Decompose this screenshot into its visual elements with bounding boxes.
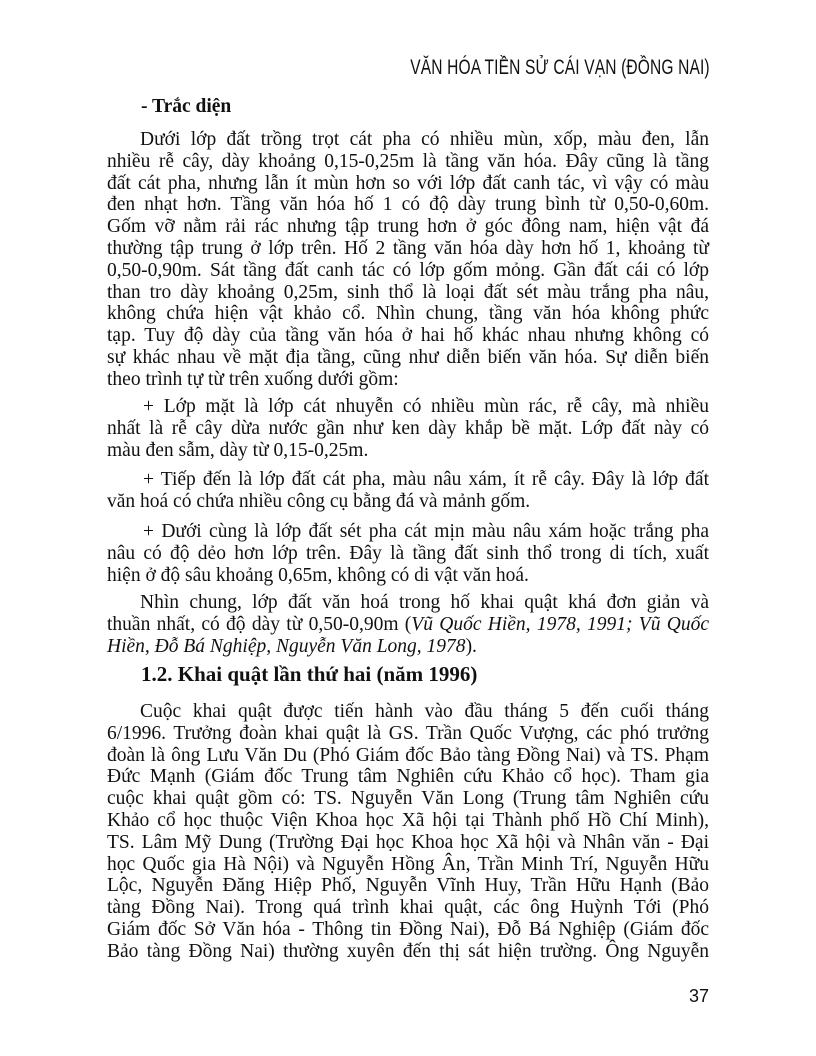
- text-line: [107, 832, 709, 854]
- text-line: [107, 173, 709, 195]
- text-line: [107, 396, 709, 418]
- paragraph: [107, 129, 709, 391]
- paragraph: [107, 701, 709, 963]
- text-line: [107, 897, 709, 919]
- text-segment: tạp. Tuy độ dày của tầng văn hóa ở hai hố khác nhau nhưng không có: [107, 325, 709, 347]
- text-segment: sự khác nhau về mặt địa tầng, cũng như diễn biến văn hóa. Sự diễn biến: [107, 346, 709, 368]
- text-segment: hiện ở độ sâu khoảng 0,65m, không có di vật văn hoá.: [107, 564, 529, 586]
- text-segment: cuộc khai quật gồm có: TS. Nguyễn Văn Long (Trung tâm Nghiên cứu: [107, 788, 709, 810]
- citation-text: Vũ Quốc Hiền, 1978, 1991; Vũ Quốc: [411, 613, 709, 635]
- text-segment: + Tiếp đến là lớp đất cát pha, màu nâu xám, ít rễ cây. Đây là lớp đất: [143, 469, 709, 490]
- text-segment: Giám đốc Sở Văn hóa - Thông tin Đồng Nai), Đỗ Bá Nghiệp (Giám đốc: [107, 918, 709, 940]
- text-line: [107, 216, 709, 238]
- bullet-paragraph: [107, 396, 709, 461]
- text-segment: nâu có độ dẻo hơn lớp trên. Đây là tầng đất sinh thổ trong di tích, xuất: [107, 542, 709, 564]
- text-segment: màu đen sẫm, dày từ 0,15-0,25m.: [107, 439, 369, 461]
- text-line: [107, 151, 709, 173]
- text-line: [107, 369, 709, 391]
- text-line: [107, 303, 709, 325]
- text-segment: Dưới lớp đất trồng trọt cát pha có nhiều mùn, xốp, màu đen, lẫn: [140, 129, 709, 150]
- bullet-paragraph: [107, 469, 709, 513]
- text-segment: đất cát pha, nhưng lẫn ít mùn hơn so với lớp đất canh tác, vì vậy có màu: [107, 172, 709, 194]
- text-segment: Nhìn chung, lớp đất văn hoá trong hố khai quật khá đơn giản và: [140, 592, 709, 613]
- text-line: [107, 810, 709, 832]
- running-header: VĂN HÓA TIỀN SỬ CÁI VẠN (ĐỒNG NAI): [410, 56, 710, 79]
- text-segment: 6/1996. Trưởng đoàn khai quật là GS. Trần Quốc Vượng, các phó trưởng: [107, 722, 709, 744]
- text-segment: nhất là rễ cây dừa nước gần như ken dày khắp bề mặt. Lớp đất này có: [107, 417, 709, 439]
- text-line: [107, 565, 709, 587]
- text-line: [107, 194, 709, 216]
- text-line: [107, 521, 709, 543]
- text-line: [107, 701, 709, 723]
- text-segment: Cuộc khai quật được tiến hành vào đầu tháng 5 đến cuối tháng: [140, 701, 709, 722]
- text-line: [107, 418, 709, 440]
- page-number: 37: [688, 986, 709, 1006]
- text-line: [107, 491, 709, 513]
- text-segment: ).: [465, 635, 477, 657]
- text-line: [107, 745, 709, 767]
- text-line: [107, 543, 709, 565]
- text-segment: Đức Mạnh (Giám đốc Trung tâm Nghiên cứu Khảo cổ học). Tham gia: [107, 766, 709, 788]
- text-segment: nhiều rễ cây, dày khoảng 0,15-0,25m là tầng văn hóa. Đây cũng là tầng: [107, 150, 709, 172]
- text-line: [107, 325, 709, 347]
- text-segment: đen nhạt hơn. Tầng văn hóa hố 1 có độ dày trung bình từ 0,50-0,60m.: [107, 194, 709, 216]
- text-segment: tàng Đồng Nai). Trong quá trình khai quật, các ông Huỳnh Tới (Phó: [107, 897, 709, 919]
- text-line: [107, 875, 709, 897]
- text-segment: Lộc, Nguyễn Đăng Hiệp Phố, Nguyễn Vĩnh Huy, Trần Hữu Hạnh (Bảo: [107, 875, 709, 897]
- section-heading: 1.2. Khai quật lần thứ hai (năm 1996): [141, 662, 478, 686]
- text-segment: + Dưới cùng là lớp đất sét pha cát mịn màu nâu xám hoặc trắng pha: [143, 521, 709, 542]
- text-line: [107, 129, 709, 151]
- text-line: [107, 469, 709, 491]
- text-segment: thuần nhất, có độ dày từ 0,50-0,90m (: [107, 613, 412, 635]
- text-line: [107, 919, 709, 941]
- citation-text: Hiền, Đỗ Bá Nghiệp, Nguyễn Văn Long, 1978: [107, 635, 466, 657]
- text-segment: đoàn là ông Lưu Văn Du (Phó Giám đốc Bảo tàng Đồng Nai) và TS. Phạm: [107, 744, 709, 766]
- text-segment: TS. Lâm Mỹ Dung (Trường Đại học Khoa học Xã hội và Nhân văn - Đại: [107, 831, 709, 853]
- text-line: [107, 614, 709, 636]
- text-line: [107, 440, 709, 462]
- text-segment: + Lớp mặt là lớp cát nhuyễn có nhiều mùn rác, rễ cây, mà nhiều: [143, 396, 709, 417]
- bullet-paragraph: [107, 521, 709, 586]
- text-line: [107, 723, 709, 745]
- text-line: [107, 238, 709, 260]
- text-segment: học Quốc gia Hà Nội) và Nguyễn Hồng Ân, Trần Minh Trí, Nguyễn Hữu: [107, 853, 709, 875]
- text-segment: theo trình tự từ trên xuống dưới gồm:: [107, 368, 399, 390]
- text-segment: thường tập trung ở lớp trên. Hố 2 tầng văn hóa dày hơn hố 1, khoảng từ: [107, 237, 709, 259]
- text-segment: văn hoá có chứa nhiều công cụ bằng đá và mảnh gốm.: [107, 490, 531, 512]
- paragraph: [107, 592, 709, 657]
- text-line: [107, 347, 709, 369]
- text-line: [107, 941, 709, 963]
- text-line: [107, 788, 709, 810]
- text-line: [107, 260, 709, 282]
- text-line: [107, 854, 709, 876]
- text-segment: Khảo cổ học thuộc Viện Khoa học Xã hội tại Thành phố Hồ Chí Minh),: [107, 809, 709, 831]
- text-segment: không chứa hiện vật khảo cổ. Nhìn chung, tầng văn hóa không phức: [107, 303, 709, 325]
- text-line: [107, 636, 709, 658]
- text-segment: Gốm vỡ nằm rải rác nhưng tập trung hơn ở góc đông nam, hiện vật đá: [107, 216, 709, 238]
- text-segment: than tro dày khoảng 0,25m, sinh thổ là loại đất sét màu trắng pha nâu,: [107, 281, 709, 303]
- text-line: [107, 766, 709, 788]
- text-segment: 0,50-0,90m. Sát tầng đất canh tác có lớp gốm mỏng. Gần đất cái có lớp: [107, 259, 709, 281]
- text-line: [107, 282, 709, 304]
- text-segment: Bảo tàng Đồng Nai) thường xuyên đến thị sát hiện trường. Ông Nguyễn: [107, 940, 709, 962]
- subheading-trac-dien: - Trắc diện: [141, 96, 232, 117]
- text-line: [107, 592, 709, 614]
